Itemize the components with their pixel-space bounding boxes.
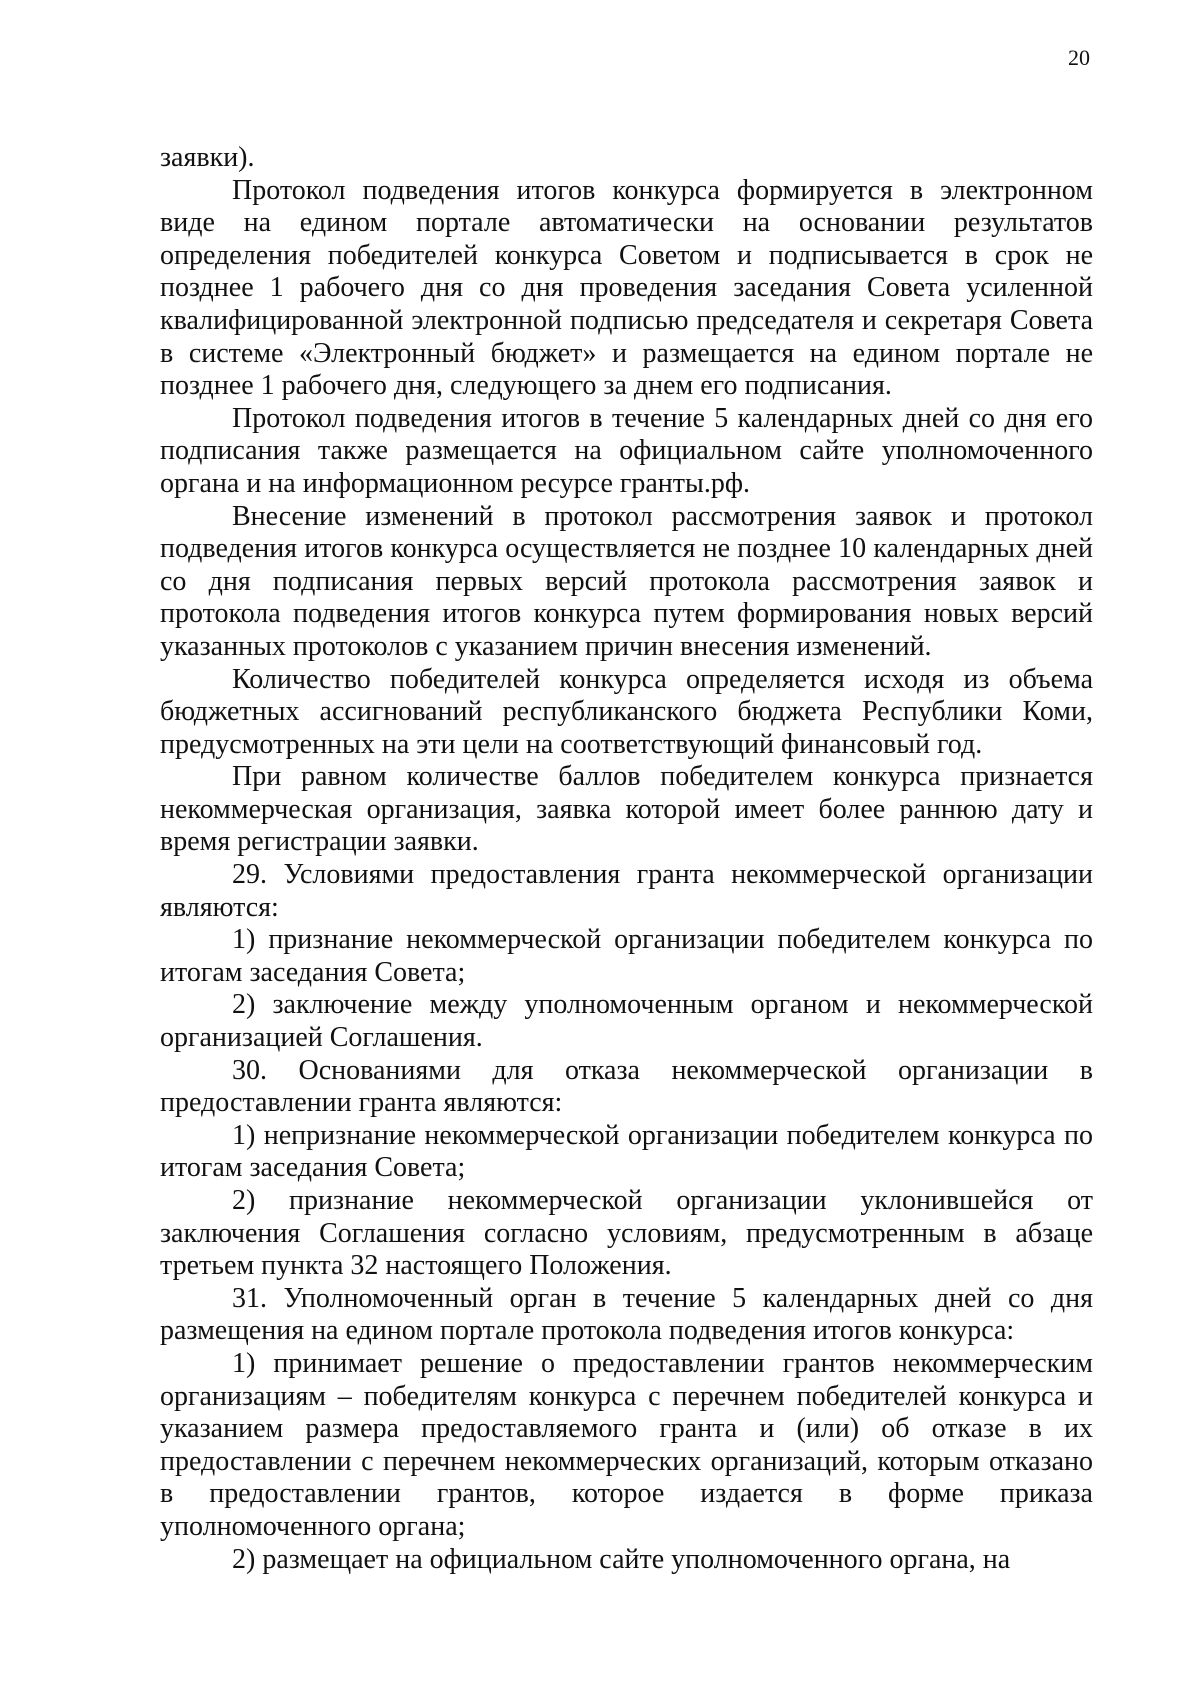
document-body <box>160 142 1093 1576</box>
paragraph-clause-30-item-1: 1) непризнание некоммерческой организации победителем конкурса по итогам заседания Совета; <box>160 1119 1093 1184</box>
paragraph-clause-31: 31. Уполномоченный орган в течение 5 календарных дней со дня размещения на едином портале протокола подведения итогов конкурса: <box>160 1282 1093 1347</box>
paragraph-continuation: заявки). <box>160 142 255 173</box>
paragraph-clause-31-item-2: 2) размещает на официальном сайте уполномоченного органа, на <box>232 1543 1011 1575</box>
paragraph-equal-scores: При равном количестве баллов победителем конкурса признается некоммерческая организация, заявка которой имеет более раннюю дату и время регистрации заявки. <box>160 761 1093 858</box>
paragraph-clause-30: 30. Основаниями для отказа некоммерческой организации в предоставлении гранта являются: <box>160 1054 1093 1119</box>
page-number: 20 <box>1068 45 1090 70</box>
paragraph-protocol-changes: Внесение изменений в протокол рассмотрения заявок и протокол подведения итогов конкурса осуществляется не позднее 10 календарных дней со дня подписания первых версий протокола рассмотрения заявок и протокола подведения итогов конкурса путем формирования новых версий указанных протоколов с указанием причин внесения изменений. <box>160 500 1093 662</box>
paragraph-clause-29-item-2: 2) заключение между уполномоченным органом и некоммерческой организацией Соглашения. <box>160 989 1093 1054</box>
paragraph-clause-29: 29. Условиями предоставления гранта некоммерческой организации являются: <box>160 859 1093 923</box>
paragraph-clause-30-item-2: 2) признание некоммерческой организации уклонившейся от заключения Соглашения согласно условиям, предусмотренным в абзаце третьем пункта 32 настоящего Положения. <box>160 1185 1093 1282</box>
paragraph-protocol-publication: Протокол подведения итогов в течение 5 календарных дней со дня его подписания также размещается на официальном сайте уполномоченного органа и на информационном ресурсе гранты.рф. <box>160 402 1093 499</box>
paragraph-clause-31-item-1: 1) принимает решение о предоставлении грантов некоммерческим организациям – победителям конкурса с перечнем победителей конкурса и указанием размера предоставляемого гранта и (или) об отказе в их предоставлении с перечнем некоммерческих организаций, которым отказано в предоставлении грантов, которое издается в форме приказа уполномоченного органа; <box>160 1347 1093 1542</box>
paragraph-clause-29-item-1: 1) признание некоммерческой организации победителем конкурса по итогам заседания Совета; <box>160 924 1093 988</box>
paragraph-protocol-formation: Протокол подведения итогов конкурса формируется в электронном виде на едином портале автоматически на основании результатов определения победителей конкурса Советом и подписывается в срок не позднее 1 рабочего дня со дня проведения заседания Совета усиленной квалифицированной электронной подписью председателя и секретаря Совета в системе «Электронный бюджет» и размещается на едином портале не позднее 1 рабочего дня, следующего за днем его подписания. <box>160 174 1093 402</box>
paragraph-winners-count: Количество победителей конкурса определяется исходя из объема бюджетных ассигнований республиканского бюджета Республики Коми, предусмотренных на эти цели на соответствующий финансовый год. <box>160 663 1093 760</box>
